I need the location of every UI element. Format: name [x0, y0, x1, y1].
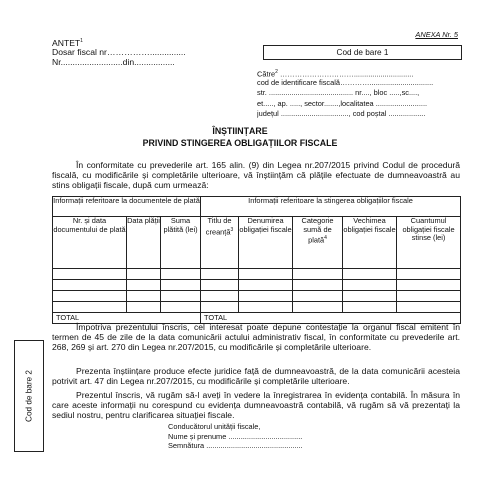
table-cell — [397, 269, 461, 280]
recipient-street: str. ......................................... nr...., bloc .....,sc...., — [257, 88, 420, 98]
table-cell — [397, 280, 461, 291]
barcode-1-box: Cod de bare 1 — [263, 45, 462, 60]
recipient-county: județul ................................., cod poștal .................. — [257, 108, 426, 118]
dosar-line: Dosar fiscal nr……………............... — [52, 46, 186, 57]
recipient-to-label: Către — [257, 69, 276, 79]
total-left-cell: TOTAL — [53, 313, 201, 324]
table-group-payment-docs: Informații referitoare la documentele de plată — [53, 197, 201, 217]
col-header-title — [201, 217, 239, 269]
col-header-amount-paid: Suma plătită (lei) — [161, 217, 201, 269]
table-cell — [293, 269, 343, 280]
table-cell — [239, 280, 293, 291]
table-cell — [293, 280, 343, 291]
col-header-category-footnote: 4 — [324, 235, 327, 242]
table-cell — [53, 302, 127, 313]
table-cell — [397, 302, 461, 313]
nr-din-line: Nr..........................din................. — [52, 57, 175, 67]
barcode-2-box — [14, 340, 44, 452]
col-header-obligation-name: Denumirea obligației fiscale — [239, 217, 293, 269]
table-cell — [293, 291, 343, 302]
table-cell — [127, 280, 161, 291]
table-cell — [161, 269, 201, 280]
total-right-cell: TOTAL — [201, 313, 461, 324]
table-row — [53, 280, 461, 291]
title-line-1: ÎNȘTIINȚARE — [212, 126, 268, 136]
table-cell — [127, 269, 161, 280]
table-row — [53, 269, 461, 280]
contest-paragraph: Împotriva prezentului înscris, cel interesat poate depune contestație la organul fiscal emitent în termen de 45 de zile de la data comunicării actului administrativ fiscal, în conformitate cu prevederile art. 268, 269 și art. 270 din Legea nr.207/2015, cu modificările și completările ulterioare. — [52, 322, 460, 352]
col-header-title-label: Titlu de creanță — [205, 216, 232, 237]
col-header-amount-extinguished: Cuantumul obligației fiscale stinse (lei) — [397, 217, 461, 269]
col-header-category-label: Categorie sumă de plată — [301, 216, 334, 245]
table-cell — [201, 280, 239, 291]
table-cell — [161, 291, 201, 302]
signature-block — [168, 422, 303, 451]
antet-label: ANTET — [52, 37, 81, 48]
recipient-footnote: 2 — [275, 69, 278, 75]
table-cell — [343, 269, 397, 280]
table-cell — [239, 291, 293, 302]
table-cell — [127, 302, 161, 313]
table-cell — [161, 302, 201, 313]
barcode-2-label: Cod de bare 2 — [24, 370, 34, 422]
table-row — [53, 291, 461, 302]
antet-line — [52, 36, 186, 47]
table-cell — [53, 280, 127, 291]
col-header-category — [293, 217, 343, 269]
signature-name: Nume și prenume .................................... — [168, 431, 303, 441]
recipient-locality: et....., ap. ....., sector.......,localitatea ......................... — [257, 98, 428, 108]
table-cell — [239, 302, 293, 313]
table-group-obligations: Informații referitoare la stingerea obligațiilor fiscale — [201, 197, 461, 217]
table-cell — [397, 291, 461, 302]
table-cell — [343, 291, 397, 302]
col-header-doc-number: Nr. și data documentului de plată — [53, 217, 127, 269]
accounting-paragraph: Prezentul înscris, vă rugăm să-l aveți în vedere la înregistrarea în evidența contabilă. În măsura în care aceste informații nu corespund cu evidența dumneavoastră contabilă, vă rugăm să vă prezentați la sediul nostru, pentru clarificarea situației fiscale. — [52, 390, 460, 420]
table-cell — [343, 280, 397, 291]
annex-label: ANEXA Nr. 5 — [415, 30, 458, 39]
recipient-to-dots: …………………………............................. — [277, 69, 414, 79]
document-header — [52, 36, 186, 68]
recipient-block — [257, 68, 463, 119]
table-cell — [201, 291, 239, 302]
table-row — [53, 302, 461, 313]
col-header-title-footnote: 3 — [230, 226, 234, 233]
col-header-payment-date: Data plății — [127, 217, 161, 269]
antet-footnote: 1 — [80, 38, 83, 44]
col-header-age: Vechimea obligației fiscale — [343, 217, 397, 269]
table-cell — [53, 269, 127, 280]
recipient-fiscal-code: cod de identificare fiscală…………............................... — [257, 78, 434, 88]
table-cell — [201, 269, 239, 280]
table-cell — [53, 291, 127, 302]
signature-role: Conducătorul unității fiscale, — [168, 422, 261, 431]
table-cell — [127, 291, 161, 302]
table-cell — [293, 302, 343, 313]
table-cell — [161, 280, 201, 291]
title-line-2: PRIVIND STINGEREA OBLIGAȚIILOR FISCALE — [142, 138, 338, 148]
intro-paragraph: În conformitate cu prevederile art. 165 alin. (9) din Legea nr.207/2015 privind Codul de procedură fiscală, cu modificările și completările ulterioare, vă înștiințăm că plățile efectuate de dumneavoastră au stins obligații fiscale, după cum urmează: — [52, 160, 460, 190]
table-cell — [239, 269, 293, 280]
recipient-to — [257, 68, 463, 78]
payments-table — [52, 196, 461, 324]
table-cell — [201, 302, 239, 313]
table-cell — [343, 302, 397, 313]
signature-sign: Semnătura ............................................... — [168, 441, 303, 450]
effects-paragraph: Prezenta înștiințare produce efecte juridice față de dumneavoastră, de la data comunicării acesteia potrivit art. 47 din Legea nr.207/2015, cu modificările și completările ulterioare. — [52, 366, 460, 386]
